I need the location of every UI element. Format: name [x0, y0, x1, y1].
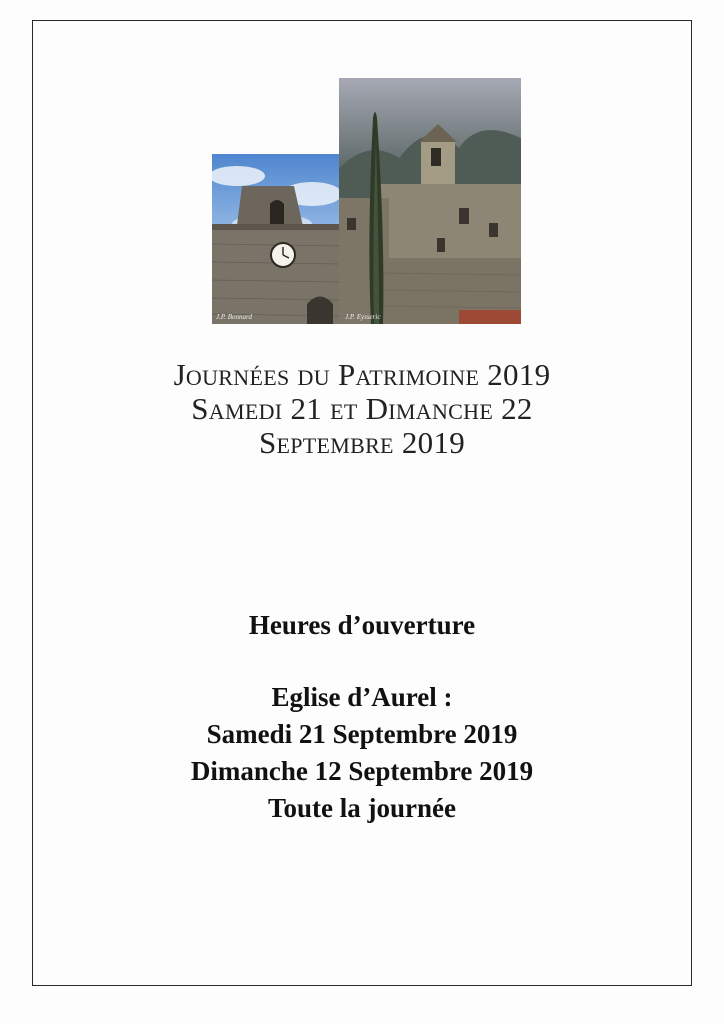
schedule-day-2: Dimanche 12 Septembre 2019	[190, 756, 534, 786]
village-bell-tower-photo	[339, 78, 521, 324]
photo-credit-left: J.P. Bonnard	[216, 313, 252, 321]
photo-credit-right: J.P. Eysseric	[345, 313, 381, 321]
village-bell-tower-image	[339, 78, 521, 324]
church-clock-tower-photo	[212, 154, 339, 324]
opening-hours-heading: Heures d’ouverture	[248, 610, 476, 640]
title-line-3: Septembre 2019	[258, 425, 466, 460]
church-clock-tower-image	[212, 154, 339, 324]
schedule-note: Toute la journée	[268, 793, 456, 823]
schedule-block	[0, 679, 724, 827]
event-title	[0, 358, 724, 460]
title-line-2: Samedi 21 et Dimanche 22	[191, 391, 533, 426]
schedule-place: Eglise d’Aurel :	[271, 682, 453, 712]
title-line-1: Journées du Patrimoine 2019	[173, 357, 551, 392]
schedule-day-1: Samedi 21 Septembre 2019	[206, 719, 518, 749]
